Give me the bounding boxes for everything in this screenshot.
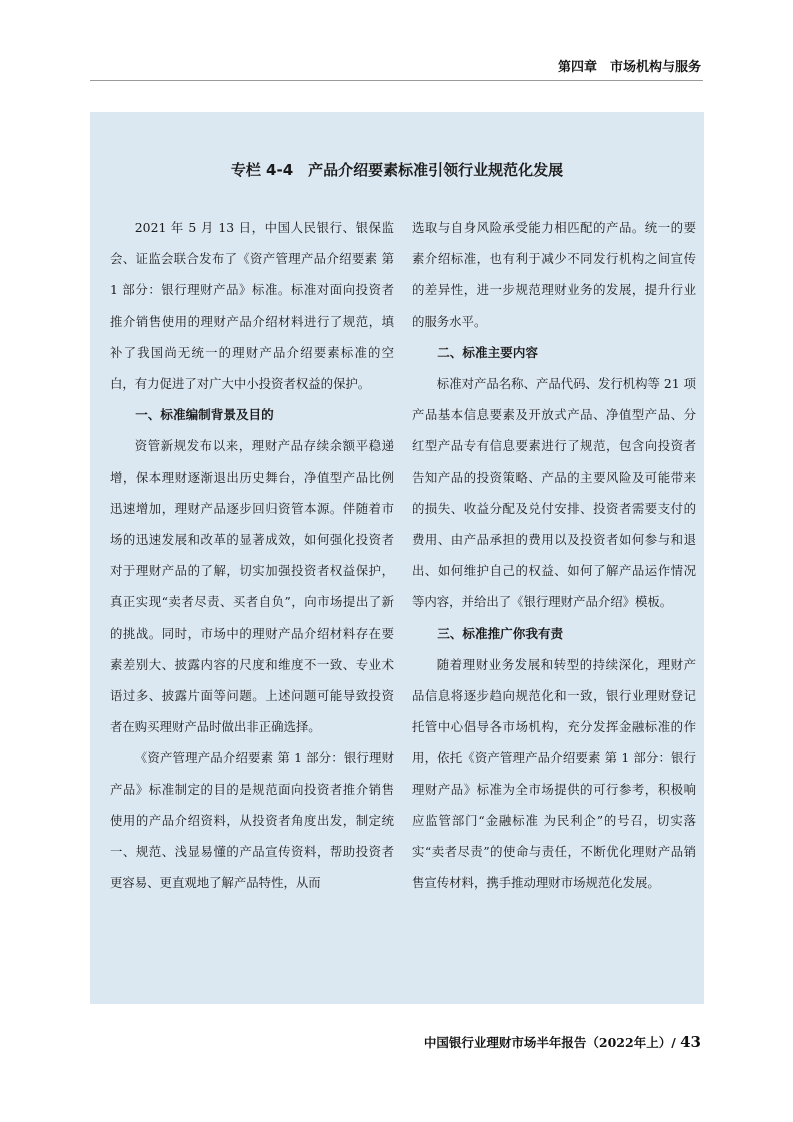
section-heading-2: 二、标准主要内容 xyxy=(437,344,538,360)
page-number: 43 xyxy=(680,1033,701,1051)
box-title: 专栏 4-4 产品介绍要素标准引领行业规范化发展 xyxy=(230,161,564,179)
section-heading-1: 一、标准编制背景及目的 xyxy=(135,407,274,423)
header-divider xyxy=(90,80,703,81)
paragraph-promotion: 随着理财业务发展和转型的持续深化，理财产品信息将逐步趋向规范化和一致，银行业理财登记托管中心倡导各市场机构，充分发挥金融标准的作用，依托《资产管理产品介绍要素 第 1 部分：银行理财产品》标准为全市场提供的可行参考，积极响应监管部门“金融标准 为民利企”的号召，切实落实“卖者尽责”的使命与责任，不断优化理财产品销售宣传材料，携手推动理财市场规范化发展。 xyxy=(412,656,696,891)
paragraph-background: 资管新规发布以来，理财产品存续余额平稳递增，保本理财逐渐退出历史舞台，净值型产品比例迅速增加，理财产品逐步回归资管本源。伴随着市场的迅速发展和改革的显著成效，如何强化投资者对于理财产品的了解，切实加强投资者权益保护，真正实现“卖者尽责、买者自负”，向市场提出了新的挑战。同时，市场中的理财产品介绍材料存在要素差别大、披露内容的尺度和维度不一致、专业术语过多、披露片面等问题。上述问题可能导致投资者在购买理财产品时做出非正确选择。 xyxy=(110,438,394,735)
right-column xyxy=(412,212,696,898)
sidebar-box xyxy=(90,112,704,1004)
paragraph-purpose-continued: 选取与自身风险承受能力相匹配的产品。统一的要素介绍标准，也有利于减少不同发行机构之间宣传的差异性，进一步规范理财业务的发展，提升行业的服务水平。 xyxy=(412,220,696,329)
paragraph-intro: 2021 年 5 月 13 日，中国人民银行、银保监会、证监会联合发布了《资产管理产品介绍要素 第 1 部分：银行理财产品》标准。标准对面向投资者推介销售使用的理财产品介绍材料进行了规范，填补了我国尚无统一的理财产品介绍要素标准的空白，有力促进了对广大中小投资者权益的保护。 xyxy=(110,220,394,392)
report-title: 中国银行业理财市场半年报告（2022年上）/ xyxy=(423,1035,681,1050)
paragraph-purpose: 《资产管理产品介绍要素 第 1 部分：银行理财产品》标准制定的目的是规范面向投资者推介销售使用的产品介绍资料，从投资者角度出发，制定统一、规范、浅显易懂的产品宣传资料，帮助投资者更容易、更直观地了解产品特性，从而 xyxy=(110,750,394,891)
section-heading-3: 三、标准推广你我有责 xyxy=(437,625,564,641)
chapter-header: 第四章 市场机构与服务 xyxy=(557,60,701,75)
page-footer xyxy=(424,1033,701,1051)
paragraph-content: 标准对产品名称、产品代码、发行机构等 21 项产品基本信息要素及开放式产品、净值型产品、分红型产品专有信息要素进行了规范，包含向投资者告知产品的投资策略、产品的主要风险及可能带来的损失、收益分配及兑付安排、投资者需要支付的费用、由产品承担的费用以及投资者如何参与和退出、如何维护自己的权益、如何了解产品运作情况等内容，并给出了《银行理财产品介绍》模板。 xyxy=(412,376,696,610)
left-column xyxy=(110,212,394,898)
